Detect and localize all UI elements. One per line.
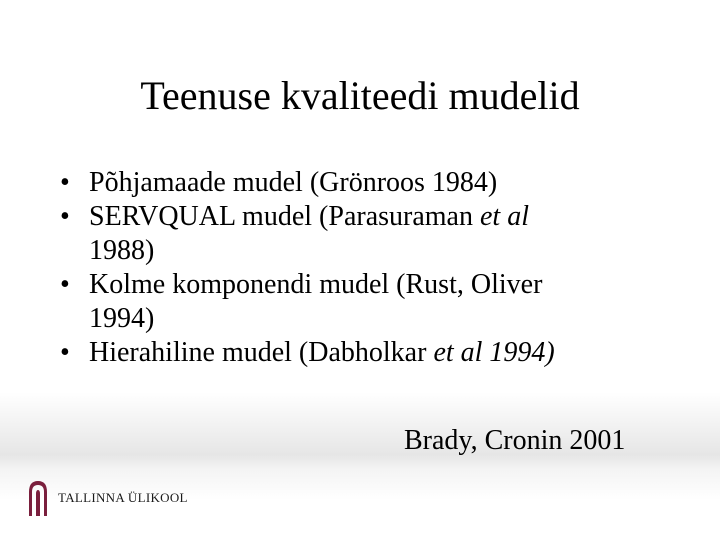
- bullet-text: SERVQUAL mudel (Parasuraman: [89, 201, 480, 232]
- bullet-icon: •: [60, 201, 70, 232]
- bullet-text-continuation: 1988): [89, 235, 155, 266]
- bullet-text: Põhjamaade mudel (Grönroos 1984): [89, 167, 498, 198]
- bullet-text: Hierahiline mudel (Dabholkar: [89, 337, 434, 368]
- bullet-list: [60, 166, 680, 370]
- citation-line: Brady, Cronin 2001: [404, 425, 626, 456]
- tallinn-university-logo-icon: [26, 478, 50, 518]
- bullet-icon: •: [60, 337, 70, 368]
- bullet-icon: •: [60, 269, 70, 300]
- bullet-item: [60, 200, 680, 268]
- footer-logo: [26, 478, 188, 518]
- bullet-item: [60, 336, 680, 370]
- bullet-text: Kolme komponendi mudel (Rust, Oliver: [89, 269, 543, 300]
- bullet-icon: •: [60, 167, 70, 198]
- university-name: TALLINNA ÜLIKOOL: [58, 490, 188, 505]
- bullet-item: [60, 268, 680, 336]
- bullet-text-italic: et al: [479, 201, 529, 232]
- slide-title: Teenuse kvaliteedi mudelid: [140, 73, 580, 118]
- bullet-text-continuation: 1994): [89, 303, 155, 334]
- bullet-text-italic: et al 1994): [433, 337, 555, 368]
- bullet-item: [60, 166, 680, 200]
